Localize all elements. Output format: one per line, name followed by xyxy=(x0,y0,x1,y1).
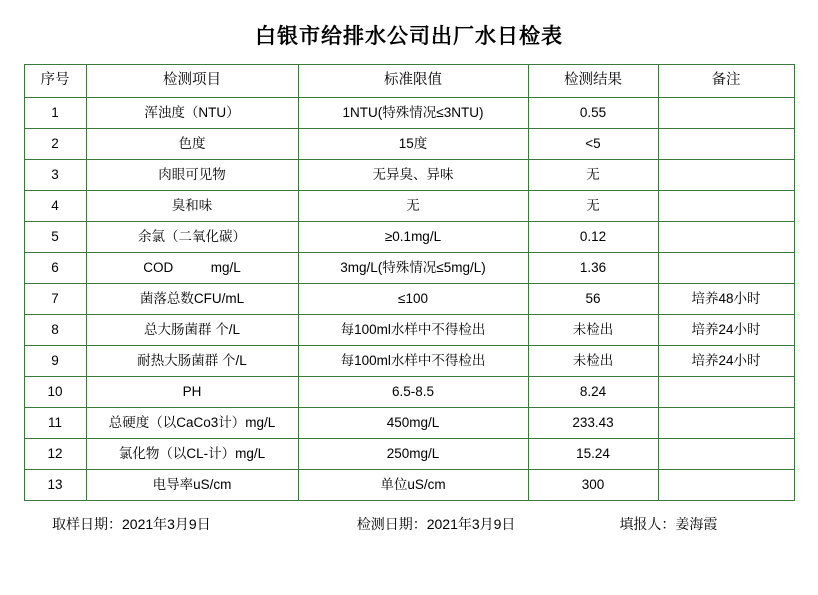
cell-result: 8.24 xyxy=(528,377,658,408)
sample-date: 取样日期：2021年3月9日 xyxy=(52,516,211,532)
cell-remark: 培养24小时 xyxy=(658,346,794,377)
column-header-no: 序号 xyxy=(24,65,86,98)
cell-no: 7 xyxy=(24,284,86,315)
cell-limit: ≥0.1mg/L xyxy=(298,222,528,253)
cell-no: 12 xyxy=(24,439,86,470)
table-row xyxy=(24,315,794,346)
table-row xyxy=(24,98,794,129)
cell-limit: 3mg/L(特殊情况≤5mg/L) xyxy=(298,253,528,284)
column-header-result: 检测结果 xyxy=(528,65,658,98)
table-row xyxy=(24,284,794,315)
cell-item: 臭和味 xyxy=(86,191,298,222)
water-quality-table xyxy=(24,64,795,501)
cell-item: 浑浊度（NTU） xyxy=(86,98,298,129)
cell-item: 余氯（二氧化碳） xyxy=(86,222,298,253)
table-row xyxy=(24,222,794,253)
cell-result: 56 xyxy=(528,284,658,315)
cell-no: 6 xyxy=(24,253,86,284)
cell-limit: 6.5-8.5 xyxy=(298,377,528,408)
cell-no: 1 xyxy=(24,98,86,129)
cell-item: 菌落总数CFU/mL xyxy=(86,284,298,315)
cell-item: PH xyxy=(86,377,298,408)
cell-no: 8 xyxy=(24,315,86,346)
cell-result: 未检出 xyxy=(528,315,658,346)
cell-no: 11 xyxy=(24,408,86,439)
cell-result: 未检出 xyxy=(528,346,658,377)
cell-no: 4 xyxy=(24,191,86,222)
cell-limit: 1NTU(特殊情况≤3NTU) xyxy=(298,98,528,129)
cell-remark xyxy=(658,439,794,470)
cell-no: 10 xyxy=(24,377,86,408)
column-header-limit: 标准限值 xyxy=(298,65,528,98)
column-header-item: 检测项目 xyxy=(86,65,298,98)
cell-remark xyxy=(658,408,794,439)
cell-item: 色度 xyxy=(86,129,298,160)
cell-limit: 450mg/L xyxy=(298,408,528,439)
cell-remark xyxy=(658,377,794,408)
cell-result: 300 xyxy=(528,470,658,501)
table-row xyxy=(24,408,794,439)
cell-no: 2 xyxy=(24,129,86,160)
cell-result: 0.12 xyxy=(528,222,658,253)
cell-remark: 培养48小时 xyxy=(658,284,794,315)
cell-result: 无 xyxy=(528,191,658,222)
filled-by: 填报人：姜海霞 xyxy=(619,516,718,532)
table-row xyxy=(24,439,794,470)
cell-limit: 无 xyxy=(298,191,528,222)
column-header-remark: 备注 xyxy=(658,65,794,98)
cell-no: 5 xyxy=(24,222,86,253)
table-header-row xyxy=(24,65,794,98)
cell-remark xyxy=(658,129,794,160)
cell-remark xyxy=(658,470,794,501)
cell-remark xyxy=(658,98,794,129)
table-row xyxy=(24,346,794,377)
cell-item: COD mg/L xyxy=(86,253,298,284)
cell-remark xyxy=(658,191,794,222)
cell-result: <5 xyxy=(528,129,658,160)
cell-result: 15.24 xyxy=(528,439,658,470)
table-row xyxy=(24,470,794,501)
cell-result: 233.43 xyxy=(528,408,658,439)
cell-item: 总硬度（以CaCo3计）mg/L xyxy=(86,408,298,439)
cell-remark xyxy=(658,160,794,191)
cell-no: 13 xyxy=(24,470,86,501)
cell-limit: 单位uS/cm xyxy=(298,470,528,501)
cell-result: 无 xyxy=(528,160,658,191)
cell-result: 0.55 xyxy=(528,98,658,129)
cell-item: 电导率uS/cm xyxy=(86,470,298,501)
cell-limit: ≤100 xyxy=(298,284,528,315)
table-row xyxy=(24,160,794,191)
cell-item: 肉眼可见物 xyxy=(86,160,298,191)
table-row xyxy=(24,191,794,222)
table-row xyxy=(24,377,794,408)
table-header xyxy=(24,65,794,98)
cell-no: 9 xyxy=(24,346,86,377)
cell-limit: 15度 xyxy=(298,129,528,160)
table-row xyxy=(24,129,794,160)
cell-no: 3 xyxy=(24,160,86,191)
page-title: 白银市给排水公司出厂水日检表 xyxy=(255,25,563,48)
table-row xyxy=(24,253,794,284)
cell-item: 耐热大肠菌群 个/L xyxy=(86,346,298,377)
cell-limit: 每100ml水样中不得检出 xyxy=(298,315,528,346)
cell-limit: 250mg/L xyxy=(298,439,528,470)
cell-remark: 培养24小时 xyxy=(658,315,794,346)
cell-item: 氯化物（以CL-计）mg/L xyxy=(86,439,298,470)
cell-limit: 每100ml水样中不得检出 xyxy=(298,346,528,377)
cell-remark xyxy=(658,222,794,253)
cell-limit: 无异臭、异味 xyxy=(298,160,528,191)
cell-item: 总大肠菌群 个/L xyxy=(86,315,298,346)
cell-remark xyxy=(658,253,794,284)
cell-result: 1.36 xyxy=(528,253,658,284)
test-date: 检测日期：2021年3月9日 xyxy=(356,516,516,532)
table-body xyxy=(24,98,794,501)
footer xyxy=(24,501,794,534)
